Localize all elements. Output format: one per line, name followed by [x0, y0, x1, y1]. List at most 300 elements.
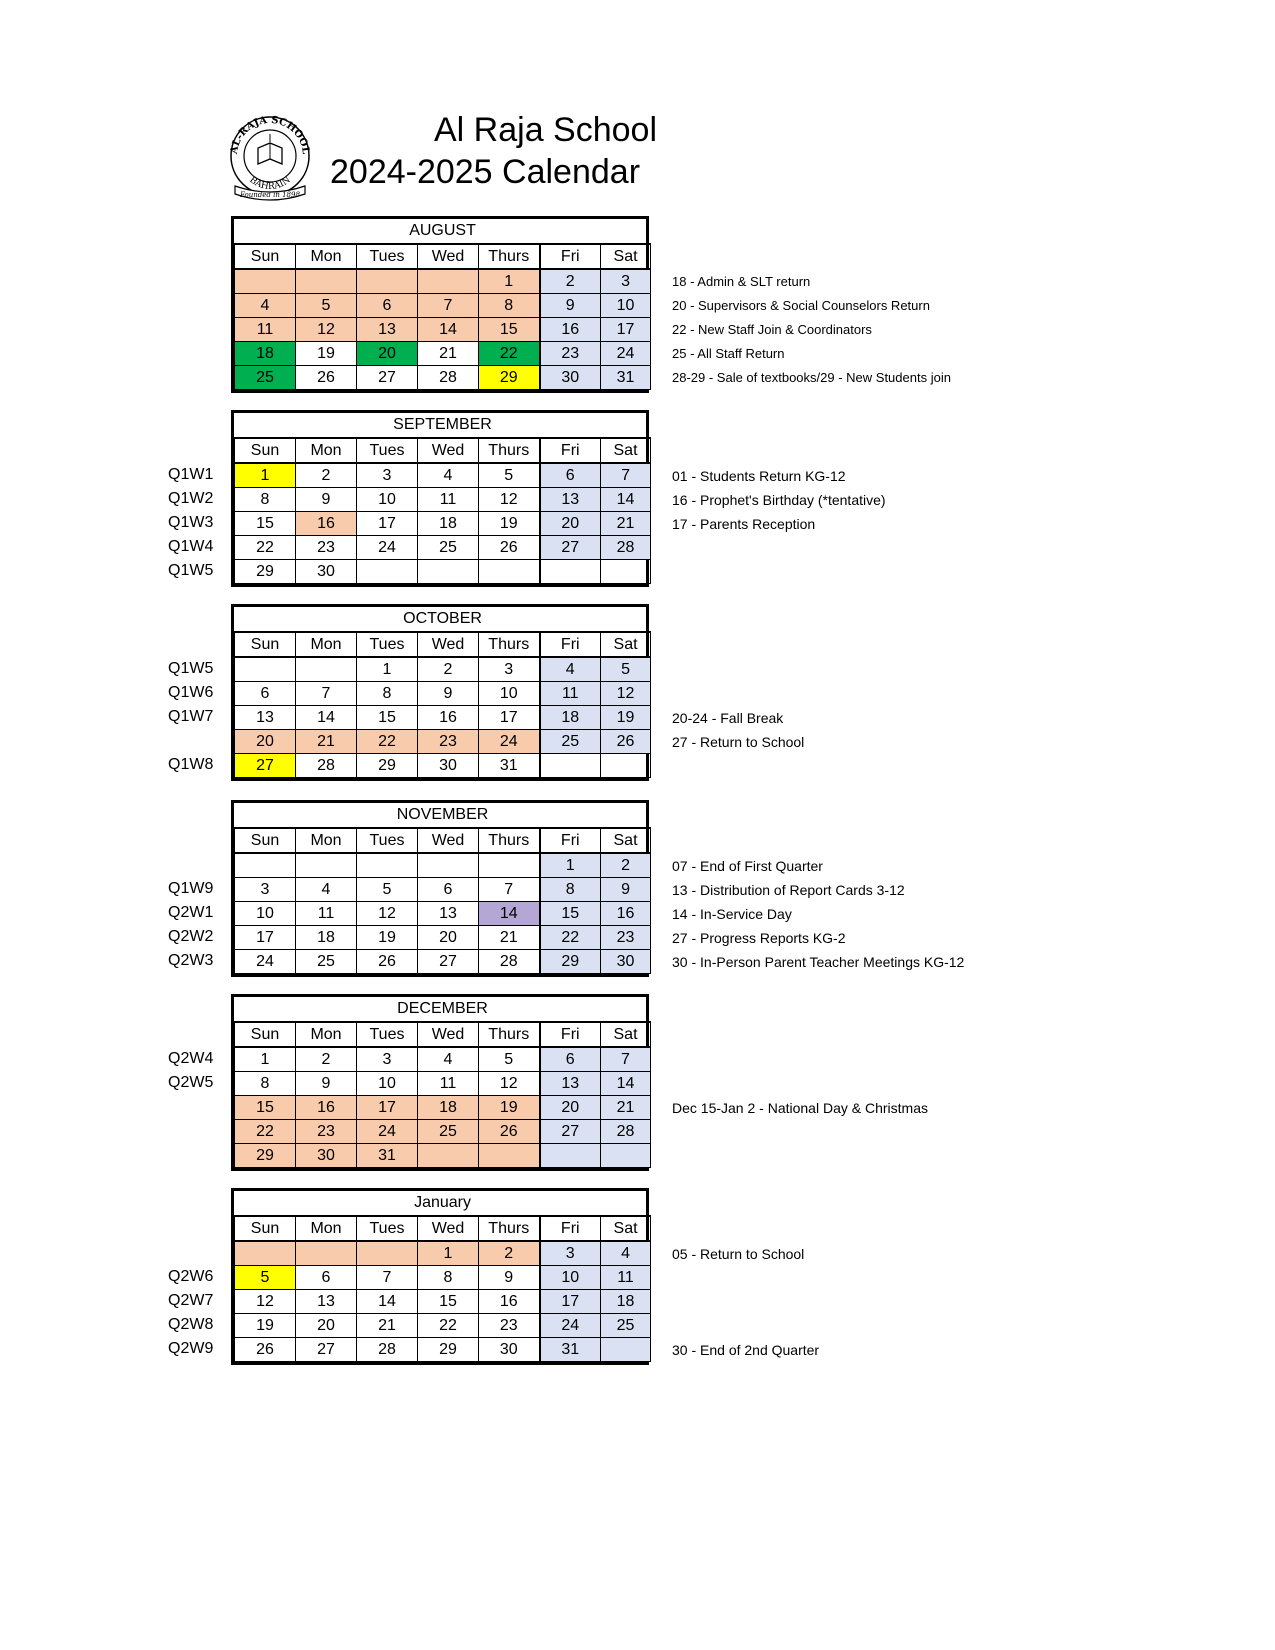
day-cell: 27 — [357, 366, 418, 390]
day-cell: 4 — [418, 463, 479, 488]
day-cell: 27 — [418, 950, 479, 974]
day-cell: 11 — [235, 318, 296, 342]
day-cell: 21 — [357, 1314, 418, 1338]
day-cell — [418, 269, 479, 294]
day-cell: 9 — [601, 878, 651, 902]
day-cell: 12 — [235, 1290, 296, 1314]
month-september — [231, 410, 649, 587]
day-cell: 25 — [540, 730, 601, 754]
logo-text-top: AL-RAJA SCHOOL — [229, 114, 311, 155]
day-cell: 8 — [540, 878, 601, 902]
day-cell — [357, 560, 418, 584]
day-cell: 29 — [235, 1144, 296, 1168]
day-cell: 10 — [357, 1072, 418, 1096]
day-cell — [235, 657, 296, 682]
day-cell: 23 — [479, 1314, 540, 1338]
day-cell: 23 — [296, 536, 357, 560]
day-cell: 20 — [357, 342, 418, 366]
day-cell: 7 — [418, 294, 479, 318]
day-cell: 3 — [357, 463, 418, 488]
day-cell: 14 — [479, 902, 540, 926]
day-cell: 18 — [540, 706, 601, 730]
weekday-header: Thurs — [479, 1216, 540, 1241]
day-cell: 15 — [479, 318, 540, 342]
day-cell: 13 — [418, 902, 479, 926]
day-cell: 25 — [418, 536, 479, 560]
week-label: Q2W8 — [168, 1316, 214, 1333]
day-cell: 19 — [235, 1314, 296, 1338]
event-note: 22 - New Staff Join & Coordinators — [672, 322, 872, 337]
day-cell: 14 — [357, 1290, 418, 1314]
day-cell: 9 — [540, 294, 601, 318]
weekday-header: Sun — [235, 244, 296, 269]
month-name: OCTOBER — [235, 607, 651, 632]
day-cell: 13 — [540, 1072, 601, 1096]
day-cell: 25 — [235, 366, 296, 390]
day-cell: 3 — [601, 269, 651, 294]
event-note: Dec 15-Jan 2 - National Day & Christmas — [672, 1100, 928, 1116]
day-cell: 5 — [357, 878, 418, 902]
week-label: Q2W3 — [168, 952, 214, 969]
day-cell: 28 — [601, 1120, 651, 1144]
day-cell: 28 — [296, 754, 357, 778]
day-cell: 22 — [479, 342, 540, 366]
day-cell: 8 — [479, 294, 540, 318]
weekday-header: Sat — [601, 828, 651, 853]
day-cell — [540, 754, 601, 778]
day-cell: 25 — [296, 950, 357, 974]
day-cell: 20 — [540, 512, 601, 536]
week-label: Q1W8 — [168, 756, 214, 773]
day-cell: 24 — [601, 342, 651, 366]
day-cell — [418, 1144, 479, 1168]
day-cell: 10 — [235, 902, 296, 926]
school-title: Al Raja School — [434, 111, 658, 149]
day-cell: 24 — [357, 536, 418, 560]
weekday-header: Tues — [357, 244, 418, 269]
weekday-header: Mon — [296, 1022, 357, 1047]
day-cell: 12 — [479, 488, 540, 512]
day-cell: 28 — [418, 366, 479, 390]
day-cell: 12 — [479, 1072, 540, 1096]
day-cell: 6 — [235, 682, 296, 706]
day-cell — [601, 560, 651, 584]
day-cell: 16 — [479, 1290, 540, 1314]
day-cell: 17 — [357, 512, 418, 536]
month-name: DECEMBER — [235, 997, 651, 1022]
day-cell: 16 — [540, 318, 601, 342]
day-cell: 21 — [479, 926, 540, 950]
day-cell: 29 — [357, 754, 418, 778]
weekday-header: Mon — [296, 828, 357, 853]
weekday-header: Thurs — [479, 438, 540, 463]
week-label: Q2W1 — [168, 904, 214, 921]
day-cell: 2 — [296, 463, 357, 488]
day-cell: 5 — [296, 294, 357, 318]
day-cell: 19 — [601, 706, 651, 730]
day-cell — [296, 853, 357, 878]
day-cell: 5 — [601, 657, 651, 682]
day-cell: 2 — [479, 1241, 540, 1266]
weekday-header: Tues — [357, 1022, 418, 1047]
day-cell: 5 — [479, 463, 540, 488]
day-cell: 3 — [235, 878, 296, 902]
week-label: Q1W2 — [168, 490, 214, 507]
month-october — [231, 604, 649, 781]
day-cell: 13 — [235, 706, 296, 730]
day-cell: 7 — [357, 1266, 418, 1290]
day-cell: 4 — [418, 1047, 479, 1072]
weekday-header: Sun — [235, 1216, 296, 1241]
day-cell: 4 — [235, 294, 296, 318]
day-cell: 15 — [235, 1096, 296, 1120]
day-cell: 25 — [418, 1120, 479, 1144]
day-cell: 17 — [540, 1290, 601, 1314]
day-cell: 10 — [479, 682, 540, 706]
day-cell: 16 — [296, 512, 357, 536]
day-cell: 8 — [235, 488, 296, 512]
day-cell: 30 — [479, 1338, 540, 1362]
day-cell: 11 — [540, 682, 601, 706]
weekday-header: Mon — [296, 632, 357, 657]
day-cell: 19 — [357, 926, 418, 950]
day-cell — [235, 269, 296, 294]
weekday-header: Wed — [418, 632, 479, 657]
day-cell: 29 — [540, 950, 601, 974]
day-cell: 8 — [357, 682, 418, 706]
day-cell: 14 — [601, 1072, 651, 1096]
day-cell: 2 — [540, 269, 601, 294]
day-cell: 11 — [601, 1266, 651, 1290]
day-cell: 18 — [296, 926, 357, 950]
day-cell: 16 — [418, 706, 479, 730]
weekday-header: Tues — [357, 438, 418, 463]
day-cell — [235, 1241, 296, 1266]
day-cell: 30 — [418, 754, 479, 778]
day-cell — [601, 754, 651, 778]
day-cell: 24 — [357, 1120, 418, 1144]
day-cell: 6 — [540, 1047, 601, 1072]
day-cell: 16 — [296, 1096, 357, 1120]
day-cell: 9 — [418, 682, 479, 706]
weekday-header: Sun — [235, 438, 296, 463]
day-cell: 27 — [540, 1120, 601, 1144]
month-january — [231, 1188, 649, 1365]
day-cell: 4 — [601, 1241, 651, 1266]
day-cell: 27 — [296, 1338, 357, 1362]
day-cell — [418, 560, 479, 584]
day-cell: 1 — [357, 657, 418, 682]
day-cell: 26 — [357, 950, 418, 974]
event-note: 25 - All Staff Return — [672, 346, 785, 361]
weekday-header: Sat — [601, 244, 651, 269]
day-cell — [357, 269, 418, 294]
day-cell: 28 — [357, 1338, 418, 1362]
event-note: 27 - Progress Reports KG-2 — [672, 930, 846, 946]
day-cell: 7 — [296, 682, 357, 706]
day-cell — [540, 1144, 601, 1168]
day-cell: 6 — [540, 463, 601, 488]
event-note: 16 - Prophet's Birthday (*tentative) — [672, 492, 886, 508]
day-cell — [357, 853, 418, 878]
day-cell: 2 — [296, 1047, 357, 1072]
day-cell: 19 — [479, 512, 540, 536]
day-cell: 7 — [479, 878, 540, 902]
day-cell: 2 — [418, 657, 479, 682]
day-cell: 15 — [540, 902, 601, 926]
day-cell: 1 — [235, 463, 296, 488]
day-cell: 26 — [296, 366, 357, 390]
day-cell — [479, 853, 540, 878]
weekday-header: Sat — [601, 632, 651, 657]
day-cell: 3 — [479, 657, 540, 682]
event-note: 14 - In-Service Day — [672, 906, 792, 922]
week-label: Q1W9 — [168, 880, 214, 897]
month-name: January — [235, 1191, 651, 1216]
day-cell: 1 — [479, 269, 540, 294]
day-cell: 24 — [235, 950, 296, 974]
day-cell: 31 — [479, 754, 540, 778]
weekday-header: Fri — [540, 438, 601, 463]
month-november — [231, 800, 649, 977]
day-cell: 18 — [418, 1096, 479, 1120]
weekday-header: Mon — [296, 438, 357, 463]
weekday-header: Wed — [418, 438, 479, 463]
weekday-header: Wed — [418, 828, 479, 853]
day-cell: 20 — [296, 1314, 357, 1338]
weekday-header: Sat — [601, 1216, 651, 1241]
day-cell: 11 — [418, 1072, 479, 1096]
day-cell: 18 — [418, 512, 479, 536]
event-note: 30 - End of 2nd Quarter — [672, 1342, 820, 1358]
day-cell: 18 — [235, 342, 296, 366]
day-cell — [296, 269, 357, 294]
day-cell: 16 — [601, 902, 651, 926]
day-cell: 5 — [235, 1266, 296, 1290]
day-cell — [601, 1144, 651, 1168]
weekday-header: Sat — [601, 438, 651, 463]
day-cell: 28 — [601, 536, 651, 560]
day-cell: 3 — [540, 1241, 601, 1266]
week-label: Q2W6 — [168, 1268, 214, 1285]
day-cell: 31 — [357, 1144, 418, 1168]
day-cell: 22 — [235, 536, 296, 560]
week-label: Q2W5 — [168, 1074, 214, 1091]
day-cell: 15 — [357, 706, 418, 730]
week-label: Q2W4 — [168, 1050, 214, 1067]
svg-text:BAHRAIN — [247, 175, 293, 192]
event-note: 20 - Supervisors & Social Counselors Return — [672, 298, 930, 313]
weekday-header: Tues — [357, 632, 418, 657]
day-cell: 21 — [601, 512, 651, 536]
event-note: 17 - Parents Reception — [672, 516, 816, 532]
weekday-header: Fri — [540, 632, 601, 657]
day-cell: 13 — [296, 1290, 357, 1314]
day-cell: 12 — [296, 318, 357, 342]
weekday-header: Sun — [235, 1022, 296, 1047]
event-note: 28-29 - Sale of textbooks/29 - New Students join — [672, 370, 951, 385]
week-label: Q2W9 — [168, 1340, 214, 1357]
weekday-header: Sun — [235, 828, 296, 853]
day-cell: 30 — [601, 950, 651, 974]
week-label: Q1W5 — [168, 660, 214, 677]
day-cell: 21 — [601, 1096, 651, 1120]
day-cell — [601, 1338, 651, 1362]
day-cell: 26 — [601, 730, 651, 754]
day-cell: 30 — [296, 560, 357, 584]
day-cell: 29 — [235, 560, 296, 584]
day-cell: 6 — [418, 878, 479, 902]
day-cell: 6 — [296, 1266, 357, 1290]
day-cell: 20 — [540, 1096, 601, 1120]
weekday-header: Tues — [357, 1216, 418, 1241]
weekday-header: Thurs — [479, 1022, 540, 1047]
day-cell: 18 — [601, 1290, 651, 1314]
day-cell: 23 — [601, 926, 651, 950]
day-cell: 26 — [479, 536, 540, 560]
month-december — [231, 994, 649, 1171]
day-cell: 1 — [235, 1047, 296, 1072]
day-cell — [235, 853, 296, 878]
day-cell: 4 — [540, 657, 601, 682]
day-cell — [418, 853, 479, 878]
day-cell: 24 — [479, 730, 540, 754]
day-cell: 15 — [418, 1290, 479, 1314]
day-cell: 22 — [357, 730, 418, 754]
day-cell: 12 — [601, 682, 651, 706]
day-cell: 28 — [479, 950, 540, 974]
day-cell: 5 — [479, 1047, 540, 1072]
day-cell: 7 — [601, 463, 651, 488]
day-cell: 8 — [235, 1072, 296, 1096]
day-cell: 22 — [540, 926, 601, 950]
day-cell: 17 — [357, 1096, 418, 1120]
day-cell: 8 — [418, 1266, 479, 1290]
day-cell: 10 — [357, 488, 418, 512]
day-cell: 31 — [540, 1338, 601, 1362]
day-cell: 11 — [418, 488, 479, 512]
week-label: Q1W4 — [168, 538, 214, 555]
day-cell: 13 — [540, 488, 601, 512]
day-cell: 10 — [601, 294, 651, 318]
month-august — [231, 216, 649, 393]
week-label: Q2W7 — [168, 1292, 214, 1309]
weekday-header: Wed — [418, 244, 479, 269]
day-cell: 22 — [235, 1120, 296, 1144]
day-cell — [296, 657, 357, 682]
week-label: Q1W1 — [168, 466, 214, 483]
weekday-header: Thurs — [479, 244, 540, 269]
event-note: 27 - Return to School — [672, 734, 805, 750]
weekday-header: Wed — [418, 1022, 479, 1047]
weekday-header: Mon — [296, 244, 357, 269]
day-cell: 23 — [418, 730, 479, 754]
day-cell: 6 — [357, 294, 418, 318]
day-cell: 4 — [296, 878, 357, 902]
day-cell: 23 — [296, 1120, 357, 1144]
weekday-header: Sun — [235, 632, 296, 657]
day-cell — [479, 1144, 540, 1168]
day-cell: 1 — [540, 853, 601, 878]
day-cell: 24 — [540, 1314, 601, 1338]
week-label: Q1W3 — [168, 514, 214, 531]
event-note: 20-24 - Fall Break — [672, 710, 784, 726]
day-cell: 22 — [418, 1314, 479, 1338]
day-cell: 9 — [296, 488, 357, 512]
day-cell: 3 — [357, 1047, 418, 1072]
day-cell: 20 — [418, 926, 479, 950]
day-cell: 1 — [418, 1241, 479, 1266]
weekday-header: Thurs — [479, 632, 540, 657]
day-cell: 26 — [235, 1338, 296, 1362]
day-cell: 11 — [296, 902, 357, 926]
event-note: 07 - End of First Quarter — [672, 858, 823, 874]
weekday-header: Fri — [540, 244, 601, 269]
day-cell: 10 — [540, 1266, 601, 1290]
day-cell: 14 — [418, 318, 479, 342]
day-cell: 30 — [540, 366, 601, 390]
weekday-header: Fri — [540, 1022, 601, 1047]
day-cell: 9 — [296, 1072, 357, 1096]
day-cell — [296, 1241, 357, 1266]
day-cell: 17 — [479, 706, 540, 730]
event-note: 13 - Distribution of Report Cards 3-12 — [672, 882, 905, 898]
calendar-title: 2024-2025 Calendar — [330, 153, 641, 191]
day-cell — [479, 560, 540, 584]
day-cell: 14 — [601, 488, 651, 512]
week-label: Q2W2 — [168, 928, 214, 945]
day-cell: 7 — [601, 1047, 651, 1072]
day-cell: 29 — [479, 366, 540, 390]
day-cell: 26 — [479, 1120, 540, 1144]
school-logo — [229, 114, 311, 208]
weekday-header: Fri — [540, 828, 601, 853]
weekday-header: Wed — [418, 1216, 479, 1241]
day-cell: 29 — [418, 1338, 479, 1362]
day-cell: 14 — [296, 706, 357, 730]
event-note: 18 - Admin & SLT return — [672, 274, 811, 289]
day-cell: 9 — [479, 1266, 540, 1290]
event-note: 01 - Students Return KG-12 — [672, 468, 846, 484]
day-cell: 25 — [601, 1314, 651, 1338]
day-cell: 27 — [540, 536, 601, 560]
day-cell: 17 — [235, 926, 296, 950]
day-cell: 31 — [601, 366, 651, 390]
weekday-header: Sat — [601, 1022, 651, 1047]
day-cell: 12 — [357, 902, 418, 926]
week-label: Q1W6 — [168, 684, 214, 701]
day-cell: 19 — [296, 342, 357, 366]
week-label: Q1W7 — [168, 708, 214, 725]
day-cell: 21 — [296, 730, 357, 754]
month-name: SEPTEMBER — [235, 413, 651, 438]
weekday-header: Tues — [357, 828, 418, 853]
day-cell: 15 — [235, 512, 296, 536]
logo-text-bottom: BAHRAIN — [247, 175, 293, 193]
weekday-header: Fri — [540, 1216, 601, 1241]
day-cell: 2 — [601, 853, 651, 878]
event-note: 30 - In-Person Parent Teacher Meetings KG-12 — [672, 954, 965, 970]
logo-banner-text: Founded in 1898 — [240, 191, 300, 199]
day-cell: 13 — [357, 318, 418, 342]
day-cell: 19 — [479, 1096, 540, 1120]
day-cell: 27 — [235, 754, 296, 778]
day-cell: 17 — [601, 318, 651, 342]
day-cell: 30 — [296, 1144, 357, 1168]
month-name: NOVEMBER — [235, 803, 651, 828]
week-label: Q1W5 — [168, 562, 214, 579]
day-cell — [357, 1241, 418, 1266]
